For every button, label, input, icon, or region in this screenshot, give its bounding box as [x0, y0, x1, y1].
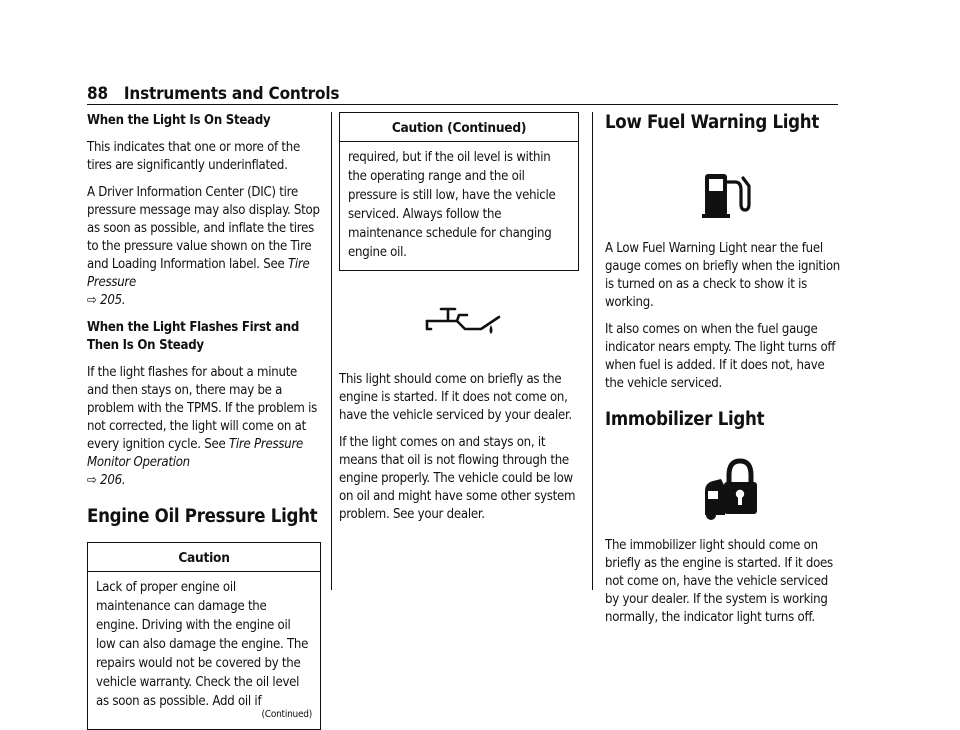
- paragraph: If the light comes on and stays on, it means that oil is not flowing through the engine properly. The vehicle could be low on oil and might have some other system problem. See your dealer.: [339, 435, 576, 522]
- cross-reference-link[interactable]: Tire Pressure Monitor Operation: [87, 437, 304, 470]
- fuel-pump-icon: [605, 148, 841, 240]
- caution-title: Caution (Continued): [340, 113, 578, 142]
- paragraph: This indicates that one or more of the tires are significantly underinflated.: [87, 140, 300, 173]
- caution-box-continued: [339, 112, 579, 271]
- column-2: [339, 112, 579, 533]
- oil-can-icon: [339, 271, 579, 371]
- paragraph: A Driver Information Center (DIC) tire pressure message may also display. Stop as soon as possible, and inflate the tires to the pressure value shown on the Tire and Loading Information label. See Tire Pressure ⇨ 205.: [87, 185, 320, 308]
- section-heading: Engine Oil Pressure Light: [87, 506, 318, 527]
- page-reference[interactable]: ⇨ 206.: [87, 473, 126, 488]
- cross-reference-link[interactable]: Tire Pressure: [87, 257, 310, 290]
- subheading-flashes: When the Light Flashes First and Then Is On Steady: [87, 320, 300, 353]
- column-divider: [592, 112, 593, 590]
- paragraph: The immobilizer light should come on briefly as the engine is started. If it does not come on, have the vehicle serviced by your dealer. If the system is working normally, the indicator light turns off.: [605, 538, 833, 625]
- column-3: [605, 112, 841, 636]
- caution-box: [87, 542, 321, 730]
- caution-body: required, but if the oil level is within the operating range and the oil pressure is still low, have the vehicle serviced. Always follow the maintenance schedule for changing engine oil.: [348, 150, 556, 260]
- paragraph: This light should come on briefly as the engine is started. If it does not come on, have the vehicle serviced by your dealer.: [339, 372, 572, 423]
- paragraph: If the light flashes for about a minute and then stays on, there may be a problem with the TPMS. If the problem is not corrected, the light will come on at every ignition cycle. See Tire Pressure Monitor Operation ⇨ 206.: [87, 365, 317, 488]
- subheading-steady: When the Light Is On Steady: [87, 113, 271, 128]
- section-heading: Low Fuel Warning Light: [605, 112, 819, 133]
- column-1: [87, 112, 321, 730]
- caution-body: Lack of proper engine oil maintenance can damage the engine. Driving with the engine oil low can also damage the engine. The repairs would not be covered by the vehicle warranty. Check the oil level as soon as possible. Add oil if (Continued): [96, 580, 312, 720]
- page-header: [87, 84, 339, 104]
- continued-label: (Continued): [261, 709, 312, 720]
- paragraph: It also comes on when the fuel gauge indicator nears empty. The light turns off when fuel is added. If it does not, have the vehicle serviced.: [605, 322, 836, 391]
- immobilizer-icon: [605, 445, 841, 537]
- page-number: 88: [87, 84, 108, 104]
- page-reference[interactable]: ⇨ 205.: [87, 293, 126, 308]
- paragraph: A Low Fuel Warning Light near the fuel gauge comes on briefly when the ignition is turned on as a check to show it is working.: [605, 241, 840, 310]
- column-divider: [331, 112, 332, 590]
- section-title: Instruments and Controls: [123, 84, 340, 104]
- caution-title: Caution: [88, 543, 320, 572]
- header-rule: [87, 104, 838, 105]
- section-heading: Immobilizer Light: [605, 409, 765, 430]
